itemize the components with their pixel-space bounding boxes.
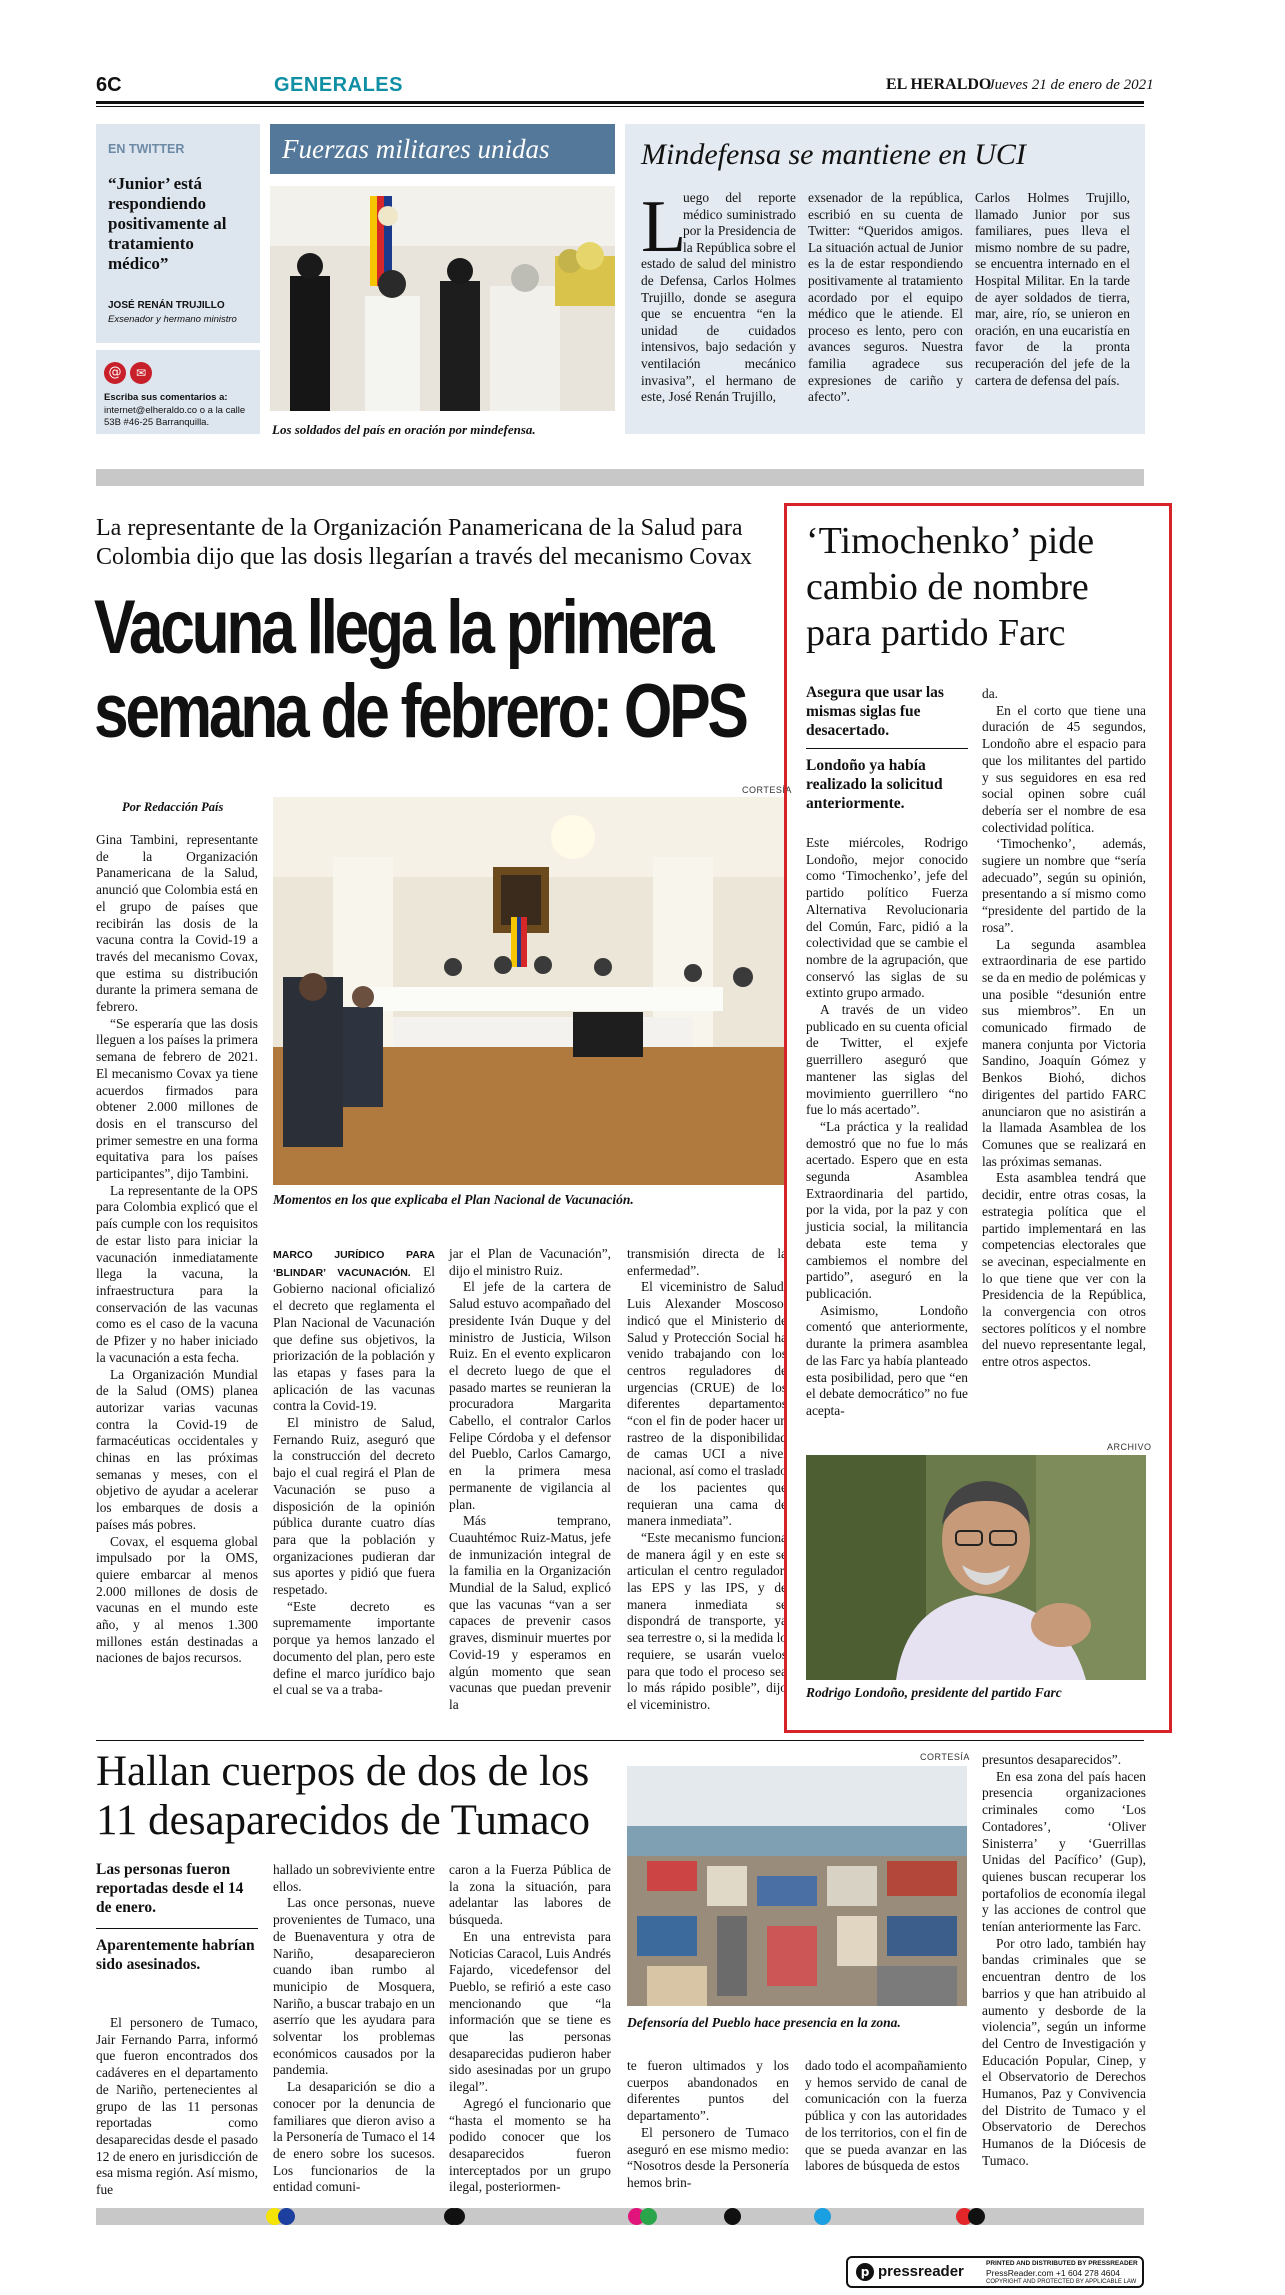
comments-title: Escriba sus comentarios a: [104,392,228,403]
vacuna-caption: Momentos en los que explicaba el Plan Nacional de Vacunación. [273,1192,634,1207]
fuerzas-caption: Los soldados del país en oración por mindefensa. [272,422,536,437]
mail-icon: ✉ [130,362,152,384]
tumaco-credit: CORTESÍA [920,1752,970,1762]
mindefensa-col-1: uego del reporte médico suministrado por la Presidencia de la República sobre el estado de salud del ministro de Defensa, Carlos Holmes Trujillo, donde se asegura que se encuentra “en la unidad de cuidados intensivos, bajo sedación y ventilación mecánico invasiva”, el hermano de este, José Renán Trujillo, [641,190,796,405]
twitter-author-role: Exsenador y hermano ministro [108,314,237,325]
pressreader-badge[interactable] [846,2256,1144,2288]
vacuna-byline [122,800,223,815]
timochenko-photo [806,1455,1146,1680]
timochenko-kicker-2: Londoño ya había realizado la solicitud anteriormente. [806,757,943,812]
paragraph: “Se esperaría que las dosis lleguen a los países la primera semana de febrero de 2021. El mecanismo Covax ya tiene acuerdos firmados para obtener 2.000 millones de dosis en el transcurso del primer semestre en una forma equitativa para los países participantes”, dijo Tambini. [96,1015,258,1182]
issue-date: Jueves 21 de enero de 2021 [988,77,1154,93]
registration-dot [640,2208,657,2225]
email-icon: @ [104,362,126,384]
fuerzas-title-bar [270,124,615,174]
tumaco-top-rule [96,1740,1144,1741]
registration-dot [968,2208,985,2225]
section-divider-bar [96,469,1144,486]
timochenko-caption: Rodrigo Londoño, presidente del partido Farc [806,1685,1062,1700]
pressreader-logo-icon: p [856,2263,874,2281]
tumaco-caption: Defensoría del Pueblo hace presencia en la zona. [627,2015,901,2030]
vacuna-credit: CORTESÍA [742,785,792,795]
registration-dot [814,2208,831,2225]
paragraph: ‘Timochenko’, además, sugiere un nombre que “sería adecuado”, según su opinión, presentando a sí mismo como “presidente del partido de la rosa”. [982,836,1146,935]
twitter-author: JOSÉ RENÁN TRUJILLO [108,300,225,311]
pressreader-brand: pressreader [878,2263,964,2280]
vacuna-col-3 [449,1246,611,1714]
vacuna-deck: La representante de la Organización Panamericana de la Salud para Colombia dijo que las dosis llegarían a través del mecanismo Covax [96,515,752,570]
paragraph: El viceministro de Salud, Luis Alexander Moscoso, indicó que el Ministerio de Salud y Protección Social ha venido trabajando con los centros reguladores de urgencias (CRUE) de los diferentes departamentos “con el fin de poder hacer un rastreo de la disponibilidad de camas UCI a nivel nacional, así como el traslado de los pacientes que requieran una cama de manera inmediata”. [627,1279,787,1529]
paragraph: En una entrevista para Noticias Caracol, Luis Andrés Fajardo, vicedefensor del Pueblo, se refirió a este caso mencionando que “la información que se tiene es que las personas desaparecidas pudieron haber sido asesinadas por un grupo ilegal”. [449,1928,611,2095]
kicker-rule [806,748,968,749]
pressreader-line-1: PRINTED AND DISTRIBUTED BY PRESSREADER [986,2260,1138,2267]
paragraph: “La práctica y la realidad demostró que no fue lo más acertado. Espero que en esta segunda Asamblea Extraordinaria del partido, por la vida, por la paz y con justicia social, la militancia debata este tema y cambiemos el nombre del partido”, aseguró en la publicación. [806,1118,968,1301]
paragraph: “Este mecanismo funciona de manera ágil y en este se articulan el centro regulador, las EPS y las IPS, y de manera inmediata se dispondrá de transporte, ya sea terrestre o, si la medida lo requiere, se usarán vuelos para que todo el proceso sea lo más rápido posible”, dijo el viceministro. [627,1529,787,1712]
tumaco-col-2 [273,1862,435,2196]
tumaco-kicker-2: Aparentemente habrían sido asesinados. [96,1937,255,1973]
paragraph: Por otro lado, también hay bandas criminales que se encuentran dentro de los barrios y que han atribuido al aumento y desborde de la violencia”, según un informe del Centro de Investigación y Educación Popular, Cinep, y el Observatorio de Derechos Humanos, Paz y Convivencia del Distrito de Tumaco y el Observatorio de Derechos Humanos de la Diócesis de Tumaco. [982,1935,1146,2168]
paragraph: Este miércoles, Rodrigo Londoño, mejor conocido como ‘Timochenko’, jefe del partido político Fuerza Alternativa Revolucionaria del Común, Farc, pidió a la colectividad que se cambie el nombre de la agrupación, que conservó las siglas de su extinto grupo armado. [806,835,968,1001]
paragraph [273,1246,435,1415]
paragraph: hallado un sobreviviente entre ellos. [273,1862,435,1894]
timochenko-col-1 [806,835,968,1420]
mindefensa-box [625,124,1145,434]
tumaco-col-3 [449,1862,611,2196]
tumaco-headline: Hallan cuerpos de dos de los 11 desaparecidos de Tumaco [96,1748,590,1844]
paragraph: “Este decreto es supremamente importante porque ya hemos lanzado el documento del plan, pero este define el marco jurídico bajo el cual se va a traba- [273,1598,435,1698]
paragraph: La segunda asamblea extraordinaria de ese partido se da en medio de polémicas y una posible “desunión entre sus miembros”. En un comunicado firmado de manera conjunta por Victoria Sandino, Joaquín Gómez y Benkos Biohó, dichos dirigentes del partido FARC anunciaron que no asistirán a la llamada Asamblea de los Comunes que se realizará en las próximas semanas. [982,936,1146,1169]
timochenko-col-2 [982,686,1146,1371]
paragraph: Asimismo, Londoño comentó que anteriormente, durante la primera asamblea de las Farc ya había planteado esta posibilidad, pero que “en el debate democrático” no fue acepta- [806,1302,968,1418]
tumaco-col-4 [627,2058,789,2192]
timochenko-headline: ‘Timochenko’ pide cambio de nombre para partido Farc [806,520,1095,654]
registration-marks [96,2208,1144,2225]
tumaco-photo [627,1766,967,2006]
vacuna-col-1 [96,832,258,1667]
soldiers-praying-image [270,186,615,411]
paragraph: Las once personas, nueve provenientes de Tumaco, una de Buenaventura y otra de Nariño, desaparecieron cuando iban rumbo al municipio de Mosquera, Nariño, a buscar trabajo en un aserrío que les ayudara para solventar los problemas económicos causados por la pandemia. [273,1895,435,2078]
page-number: 6C [96,74,122,96]
timochenko-credit: ARCHIVO [1107,1442,1152,1452]
paragraph: transmisión directa de la enfermedad”. [627,1246,787,1278]
comments-text: internet@elheraldo.co o a la calle 53B #46-25 Barranquilla. [104,405,246,428]
paragraph: La Organización Mundial de la Salud (OMS) planea autorizar varias vacunas contra la Covid-19 de farmacéuticas occidentales y chinas en las próximas semanas y meses, con el objetivo de ayudar a acelerar los embarques de dosis a países más pobres. [96,1366,258,1532]
header-rule [96,101,1144,104]
paragraph: Covax, el esquema global impulsado por la OMS, quiere embarcar al menos 2.000 millones de dosis de vacunas en el mundo este año, y al menos 1.300 millones están destinadas a naciones de bajos recursos. [96,1533,258,1666]
paragraph: En esa zona del país hacen presencia organizaciones criminales como ‘Los Contadores’, ‘Oliver Sinisterra’ y ‘Guerrillas Unidas del Pacífico’ (Gup), quienes buscan recuperar los portafolios de economía ilegal y las acciones de control que tenían anteriormente las Farc. [982,1768,1146,1935]
pressreader-line-3: COPYRIGHT AND PROTECTED BY APPLICABLE LAW [986,2279,1137,2285]
paragraph: Más temprano, Cuauhtémoc Ruiz-Matus, jefe de inmunización integral de la familia en la Organización Mundial de la Salud, explicó que las vacunas “van a ser capaces de prevenir casos graves, disminuir muertes por Covid-19 y esperamos en algún momento que sean vacunas que puedan prevenir la [449,1513,611,1712]
paragraph: dado todo el acompañamiento y hemos servido de canal de comunicación con la fuerza pública y con las autoridades de los territorios, con el fin de que se pueda avanzar en las labores de búsqueda de estos [805,2058,967,2174]
paragraph: da. [982,686,998,701]
section-label: GENERALES [274,74,403,96]
vacuna-photo [273,797,787,1185]
vacuna-byline-text: Por Redacción País [122,800,224,814]
kicker-rule [96,1928,258,1929]
subhead: MARCO JURÍDICO PARA ‘BLINDAR’ VACUNACIÓN. [273,1249,435,1279]
registration-dot [278,2208,295,2225]
paragraph: En el corto que tiene una duración de 45 segundos, Londoño abre el espacio para que los militantes del partido y sus seguidores en esa red social opinen sobre cuál debería ser el nombre de esa colectividad política. [982,702,1146,835]
paragraph: A través de un video publicado en su cuenta oficial de Twitter, el exjefe guerrillero aseguró que mantener las siglas del movimiento guerrillero “no fue lo más acertado”. [806,1002,968,1118]
rodrigo-londono-portrait-image [806,1455,1146,1680]
paragraph: La desaparición se dio a conocer por la denuncia de familiares que dieron aviso a la Personería de Tumaco el 14 de enero sobre los sucesos. Los funcionarios de la entidad comuni- [273,2079,435,2195]
paragraph-text: El Gobierno nacional oficializó el decreto que reglamenta el Plan Nacional de Vacunación que define sus objetivos, la priorización de la población y las etapas y fases para la aplicación de las vacunas contra la Covid-19. [273,1263,435,1414]
twitter-box [96,124,260,343]
meeting-room-image [273,797,787,1185]
tumaco-col-5 [805,2058,967,2175]
vacuna-col-2 [273,1246,435,1699]
registration-dot [724,2208,741,2225]
paragraph: El ministro de Salud, Fernando Ruiz, aseguró que la construcción del decreto bajo el cual regirá el Plan de Vacunación se puso a disposición de la opinión pública durante cuatro días para que la población y organizaciones pudieran dar sus aportes y pidió que fuera respetado. [273,1415,435,1598]
mindefensa-dropcap: L [641,186,687,268]
paragraph: El personero de Tumaco, Jair Fernando Parra, informó que fueron encontrados dos cadáveres en el departamento de Nariño, pertenecientes al grupo de las 11 personas reportadas como desaparecidas desde el pasado 12 de enero en jurisdicción de esa misma región. Así mismo, fue [96,2015,258,2198]
twitter-quote: “Junior’ está respondiendo positivamente al tratamiento médico” [108,174,227,273]
newspaper-name: EL HERALDO [886,76,992,93]
paragraph: Esta asamblea tendrá que decidir, entre otras cosas, la estrategia política que el partido implementará en las competencias electorales que se avecinan, especialmente en lo que tiene que ver con la Presidencia de la República, la convergencia con otros sectores políticos y el nombre del nuevo representante legal, entre otros aspectos. [982,1170,1146,1370]
paragraph: jar el Plan de Vacunación”, dijo el ministro Ruiz. [449,1246,611,1278]
timochenko-kicker-1: Asegura que usar las mismas siglas fue desacertado. [806,684,944,739]
paragraph: El personero de Tumaco aseguró en ese mismo medio: “Nosotros desde la Personería hemos brin- [627,2124,789,2190]
registration-dot [448,2208,465,2225]
paragraph: Agregó el funcionario que “hasta el momento se ha podido conocer que los desaparecidos fueron interceptados por un grupo ilegal, posteriormen- [449,2095,611,2195]
tumaco-aerial-image [627,1766,967,2006]
vacuna-col-4 [627,1246,787,1714]
tumaco-kicker-1: Las personas fueron reportadas desde el 14 de enero. [96,1861,244,1916]
paragraph: te fueron ultimados y los cuerpos abandonados en diferentes puntos del departamento”. [627,2058,789,2124]
twitter-label: EN TWITTER [108,142,185,156]
paragraph: caron a la Fuerza Pública de la zona la situación, para adelantar las labores de búsqueda. [449,1862,611,1928]
vacuna-headline: Vacuna llega la primera semana de febrero: OPS [94,585,746,754]
header-rule-thin [96,106,1144,107]
mindefensa-title: Mindefensa se mantiene en UCI [641,138,1026,171]
paragraph: presuntos desaparecidos”. [982,1752,1122,1767]
mindefensa-col-3: Carlos Holmes Trujillo, llamado Junior por sus familiares, pues lleva el mismo nombre de su padre, se encuentra internado en el Hospital Militar. En la tarde de ayer soldados de tierra, mar, aire, río, se unieron en oración, en una eucaristía en favor de la pronta recuperación del jefe de la cartera de defensa del país. [975,190,1130,388]
paragraph: El jefe de la cartera de Salud estuvo acompañado del presidente Iván Duque y del ministro de Justicia, Wilson Ruiz. En el evento explicaron el decreto luego de que el pasado martes se reunieran la procuradora Margarita Cabello, el contralor Carlos Felipe Córdoba y el defensor del Pueblo, Carlos Camargo, en la primera mesa permanente de vigilancia al plan. [449,1279,611,1512]
mindefensa-col-2: exsenador de la república, escribió en su cuenta de Twitter: “Queridos amigos. La situación actual de Junior es la de estar respondiendo positivamente al tratamiento acordado por el equipo médico que le atiende. El proceso es lento, pero con avances seguros. Nuestra familia agradece sus expresiones de cariño y afecto”. [808,190,963,405]
pressreader-line-2: PressReader.com +1 604 278 4604 [986,2268,1120,2278]
fuerzas-photo [270,186,615,411]
paragraph: La representante de la OPS para Colombia explicó que el país cumple con los requisitos de estar listo para iniciar la vacunación inmediatamente llega la vacuna, la infraestructura para la conservación de las vacunas como es el caso de la vacuna de Pfizer y no haber iniciado la vacunación a esta fecha. [96,1182,258,1365]
comments-box [96,350,260,434]
tumaco-col-1 [96,2015,258,2199]
tumaco-col-6 [982,1752,1146,2170]
fuerzas-title: Fuerzas militares unidas [282,134,550,164]
paragraph: Gina Tambini, representante de la Organización Panamericana de la Salud, anunció que Colombia está en el grupo de países que recibirán las dosis de la vacuna contra la Covid-19 a través del mecanismo Covax, que estima su distribución durante la primera semana de febrero. [96,832,258,1015]
